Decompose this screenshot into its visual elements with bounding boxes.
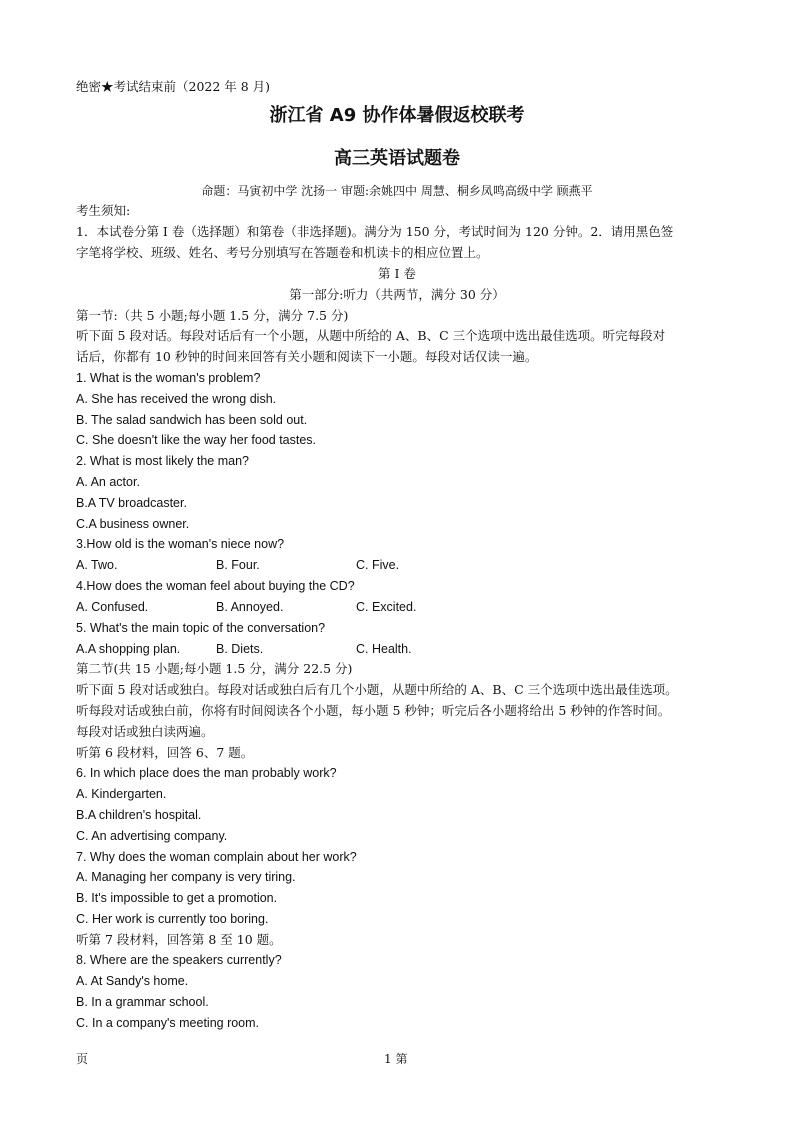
notice-line-1: 1．本试卷分第 I 卷（选择题）和第卷（非选择题)。满分为 150 分，考试时间为 120 分钟。2．请用黑色签 <box>76 224 674 239</box>
question-8-option-c: C. In a company's meeting room. <box>76 1016 260 1030</box>
question-4-option-b: B. Annoyed. <box>216 600 284 614</box>
confidential-note: 绝密★考试结束前（2022 年 8 月) <box>76 79 271 94</box>
section-one-heading: 第一节:（共 5 小题;每小题 1.5 分，满分 7.5 分) <box>76 308 349 323</box>
question-2-stem: 2. What is most likely the man? <box>76 454 249 468</box>
section-two-instruction-3: 每段对话或独白读两遍。 <box>76 724 214 739</box>
question-3-option-a: A. Two. <box>76 558 118 572</box>
question-1-option-b: B. The salad sandwich has been sold out. <box>76 413 308 427</box>
part-one-heading: 第一部分:听力（共两节，满分 30 分） <box>289 287 505 302</box>
authors-line: 命题：马寅初中学 沈扬一 审题:余姚四中 周慧、桐乡凤鸣高级中学 顾燕平 <box>201 184 593 198</box>
section-two-instruction-1: 听下面 5 段对话或独白。每段对话或独白后有几个小题，从题中所给的 A、B、C 三个选项中选出最佳选项。 <box>76 682 678 697</box>
question-1-option-a: A. She has received the wrong dish. <box>76 392 277 406</box>
section-one-instruction-2: 话后，你都有 10 秒钟的时间来回答有关小题和阅读下一小题。每段对话仅读一遍。 <box>76 349 538 364</box>
question-6-stem: 6. In which place does the man probably work? <box>76 766 337 780</box>
section-one-instruction-1: 听下面 5 段对话。每段对话后有一个小题，从题中所给的 A、B、C 三个选项中选出最佳选项。听完每段对 <box>76 328 666 343</box>
question-5-stem: 5. What's the main topic of the conversation? <box>76 621 326 635</box>
question-8-option-b: B. In a grammar school. <box>76 995 209 1009</box>
question-5-option-b: B. Diets. <box>216 642 264 656</box>
question-2-option-c: C.A business owner. <box>76 517 190 531</box>
question-6-option-b: B.A children's hospital. <box>76 808 202 822</box>
question-4-option-c: C. Excited. <box>356 600 417 614</box>
question-1-option-c: C. She doesn't like the way her food tastes. <box>76 433 317 447</box>
notice-heading: 考生须知: <box>76 203 131 218</box>
question-3-stem: 3.How old is the woman's niece now? <box>76 537 285 551</box>
material-6-note: 听第 6 段材料，回答 6、7 题。 <box>76 745 254 760</box>
question-4-option-a: A. Confused. <box>76 600 149 614</box>
section-two-heading: 第二节(共 15 小题;每小题 1.5 分，满分 22.5 分) <box>76 661 353 676</box>
question-7-option-c: C. Her work is currently too boring. <box>76 912 269 926</box>
exam-title: 浙江省 A9 协作体暑假返校联考 <box>269 105 525 126</box>
material-7-note: 听第 7 段材料，回答第 8 至 10 题。 <box>76 932 282 947</box>
question-7-option-a: A. Managing her company is very tiring. <box>76 870 296 884</box>
question-7-stem: 7. Why does the woman complain about her work? <box>76 850 357 864</box>
footer-page-label: 页 <box>76 1052 89 1066</box>
question-4-stem: 4.How does the woman feel about buying the CD? <box>76 579 355 593</box>
question-6-option-a: A. Kindergarten. <box>76 787 167 801</box>
paper-title: 高三英语试题卷 <box>334 148 460 169</box>
section-two-instruction-2: 听每段对话或独白前，你将有时间阅读各个小题，每小题 5 秒钟；听完后各小题将给出 5 秒钟的作答时间。 <box>76 703 671 718</box>
notice-line-2: 字笔将学校、班级、姓名、考号分别填写在答题卷和机读卡的相应位置上。 <box>76 245 489 260</box>
question-6-option-c: C. An advertising company. <box>76 829 228 843</box>
question-2-option-a: A. An actor. <box>76 475 140 489</box>
question-5-option-c: C. Health. <box>356 642 412 656</box>
question-5-option-a: A.A shopping plan. <box>76 642 181 656</box>
question-1-stem: 1. What is the woman's problem? <box>76 371 261 385</box>
volume-heading: 第 I 卷 <box>378 266 416 281</box>
question-8-stem: 8. Where are the speakers currently? <box>76 953 282 967</box>
question-3-option-b: B. Four. <box>216 558 260 572</box>
question-8-option-a: A. At Sandy's home. <box>76 974 189 988</box>
question-7-option-b: B. It's impossible to get a promotion. <box>76 891 278 905</box>
question-2-option-b: B.A TV broadcaster. <box>76 496 187 510</box>
footer-page-number: 1 第 <box>384 1052 408 1066</box>
question-3-option-c: C. Five. <box>356 558 400 572</box>
